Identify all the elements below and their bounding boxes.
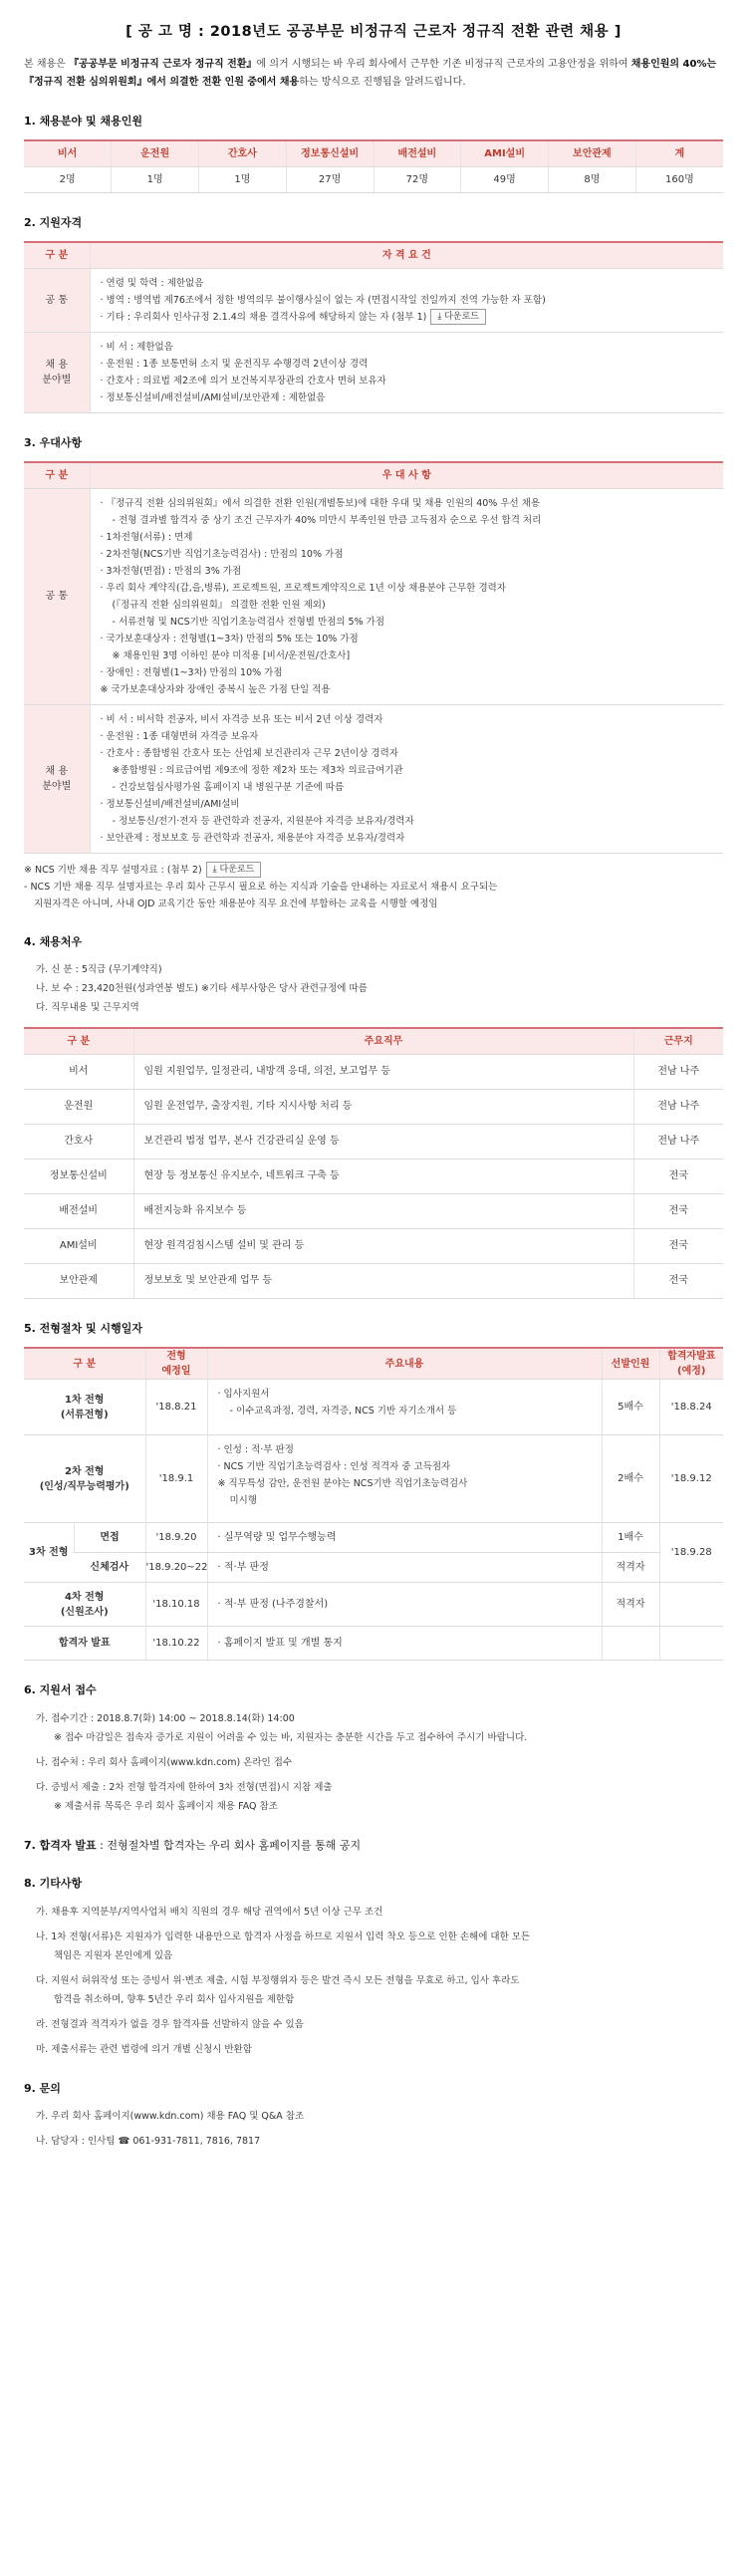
col-header: 우 대 사 항 xyxy=(90,462,723,488)
col-header: 정보통신설비 xyxy=(286,140,374,166)
duty-table xyxy=(24,1027,723,1299)
section-2-title: 2. 지원자격 xyxy=(24,215,83,229)
preference-common: · 『정규직 전환 심의위원회』에서 의결한 전환 인원(개별통보)에 대한 우대 및 채용 인원의 40% 우선 채용 - 전형 결과별 합격자 중 상기 조건 근무자가 40% 미만시 부족인원 만큼 고득점자 순으로 우선 합격 처리 · 1차전형(서류) : 면제 · 2차전형(NCS기반 직업기초능력검사) : 만점의 10% 가점 · 3차전형(면접) : 만점의 3% 가점 · 우리 회사 계약직(갑,을,병류), 프로젝트원, 프로젝트계약직으로 1년 이상 채용분야 근무한 경력자 (『정규직 전환 심의위원회』 의결한 전환 인원 제외) - 서류전형 및 NCS기반 직업기초능력검사 전형별 만점의 5% 가점 · 국가보훈대상자 : 전형별(1~3차) 만점의 5% 또는 10% 가점 ※ 채용인원 3명 이하인 분야 미적용 [비서/운전원/간호사] · 장애인 : 전형별(1~3차) 만점의 10% 가점 ※ 국가보훈대상자와 장애인 중복시 높은 가점 단일 적용 xyxy=(90,488,723,704)
table-cell xyxy=(659,1583,723,1627)
col-header: 합격자발표 (예정) xyxy=(659,1348,723,1380)
download-button[interactable]: ⤓ 다운로드 xyxy=(206,862,262,878)
treatment-list: 가. 신 분 : 5직급 (무기계약직) 나. 보 수 : 23,420천원(성과연봉 별도) ※기타 세부사항은 당사 관련규정에 따름 다. 직무내용 및 근무지역 xyxy=(36,964,368,1014)
table-cell: 정보보호 및 보안관제 업무 등 xyxy=(133,1263,633,1298)
col-header: 전형 예정일 xyxy=(145,1348,207,1380)
recruit-count-table xyxy=(24,139,723,193)
intro-paragraph: 본 채용은 『공공부문 비정규직 근로자 정규직 전환』에 의거 시행되는 바 우리 회사에서 근무한 기존 비정규직 근로자의 고용안정을 위하여 채용인원의 40%는 『정규직 전환 심의위원회』에서 의결한 전환 인원 중에서 채용하는 방식으로 진행됨을 알려드립니다. xyxy=(24,58,717,88)
table-cell: '18.9.1 xyxy=(145,1435,207,1523)
stage-label: 4차 전형 (신원조사) xyxy=(24,1583,145,1627)
section-5-title: 5. 전형절차 및 시행일자 xyxy=(24,1321,142,1335)
col-header: 보안관제 xyxy=(549,140,636,166)
table-cell xyxy=(659,1627,723,1661)
col-header: 선발인원 xyxy=(602,1348,659,1380)
col-header: 구 분 xyxy=(24,1348,145,1380)
col-header: 구 분 xyxy=(24,242,90,268)
col-header: 비서 xyxy=(24,140,112,166)
table-cell: 적격자 xyxy=(602,1553,659,1583)
table-cell: 임원 운전업무, 출장지원, 기타 지시사항 처리 등 xyxy=(133,1089,633,1124)
col-header: 배전설비 xyxy=(374,140,461,166)
selection-process-table xyxy=(24,1347,723,1661)
stage-sublabel: 면접 xyxy=(74,1523,145,1553)
table-cell: 160명 xyxy=(635,166,723,192)
section-3-title: 3. 우대사항 xyxy=(24,435,83,449)
table-cell: 적격자 xyxy=(602,1583,659,1627)
contact-list: 가. 우리 회사 홈페이지(www.kdn.com) 채용 FAQ 및 Q&A 참조 나. 담당자 : 인사팀 ☎ 061-931-7811, 7816, 7817 xyxy=(36,2111,305,2148)
qualification-field: · 비 서 : 제한없음 · 운전원 : 1종 보통면허 소지 및 운전직무 수행경력 2년이상 경력 · 간호사 : 의료법 제2조에 의거 보건복지부장관의 간호사 면허 보유자 · 정보통신설비/배전설비/AMI설비/보안관제 : 제한없음 xyxy=(90,332,723,412)
stage-content: · 적·부 판정 xyxy=(207,1553,602,1583)
row-label: 공 통 xyxy=(24,268,90,332)
table-cell: 전국 xyxy=(633,1263,723,1298)
table-cell: 전국 xyxy=(633,1228,723,1263)
table-cell: '18.10.22 xyxy=(145,1627,207,1661)
table-cell: '18.10.18 xyxy=(145,1583,207,1627)
col-header: 근무지 xyxy=(633,1028,723,1054)
table-cell: 전국 xyxy=(633,1159,723,1193)
table-cell: '18.8.21 xyxy=(145,1380,207,1435)
col-header: 간호사 xyxy=(199,140,287,166)
table-cell: 2배수 xyxy=(602,1435,659,1523)
table-cell: 1명 xyxy=(112,166,199,192)
section-7-title: 7. 합격자 발표 : 전형절차별 합격자는 우리 회사 홈페이지를 통해 공지 xyxy=(24,1838,362,1852)
table-cell: 배전지능화 유지보수 등 xyxy=(133,1193,633,1228)
preference-table xyxy=(24,461,723,854)
table-cell: 정보통신설비 xyxy=(24,1159,133,1193)
stage-label: 1차 전형 (서류전형) xyxy=(24,1380,145,1435)
col-header: 운전원 xyxy=(112,140,199,166)
table-cell: 전남 나주 xyxy=(633,1124,723,1159)
table-cell: 현장 원격검침시스템 설비 및 관리 등 xyxy=(133,1228,633,1263)
table-cell: 보건관리 법정 업무, 본사 건강관리실 운영 등 xyxy=(133,1124,633,1159)
table-cell: 현장 등 정보통신 유지보수, 네트워크 구축 등 xyxy=(133,1159,633,1193)
table-cell: 27명 xyxy=(286,166,374,192)
qualification-common: · 연령 및 학력 : 제한없음 · 병역 : 병역법 제76조에서 정한 병역의무 불이행사실이 없는 자 (면접시작일 전일까지 전역 가능한 자 포함) · 기타 : 우리회사 인사규정 2.1.4의 채용 결격사유에 해당하지 않는 자 (첨부 1) ⤓ 다운로드 xyxy=(90,268,723,332)
download-button[interactable]: ⤓ 다운로드 xyxy=(430,309,486,325)
col-header: 계 xyxy=(635,140,723,166)
table-cell: 보안관제 xyxy=(24,1263,133,1298)
table-cell: 전남 나주 xyxy=(633,1054,723,1089)
table-cell: 간호사 xyxy=(24,1124,133,1159)
page-title: [ 공 고 명 : 2018년도 공공부문 비정규직 근로자 정규직 전환 관련 채용 ] xyxy=(125,24,622,40)
table-cell: 72명 xyxy=(374,166,461,192)
row-label: 채 용 분야별 xyxy=(24,332,90,412)
table-cell: 1명 xyxy=(199,166,287,192)
table-cell: '18.9.12 xyxy=(659,1435,723,1523)
table-cell: 1배수 xyxy=(602,1523,659,1553)
table-cell: 배전설비 xyxy=(24,1193,133,1228)
table-cell: 운전원 xyxy=(24,1089,133,1124)
stage-content: · 홈페이지 발표 및 개별 통지 xyxy=(207,1627,602,1661)
ncs-note: ※ NCS 기반 채용 직무 설명자료 : (첨부 2) ⤓ 다운로드 - NCS 기반 채용 직무 설명자료는 우리 회사 근무시 필요로 하는 지식과 기술을 안내하는 자료로서 채용시 요구되는 지원자격은 아니며, 사내 OJD 교육기간 동안 채용분야 직무 요건에 부합하는 교육을 시행할 예정임 xyxy=(24,862,723,912)
table-cell: '18.9.20 xyxy=(145,1523,207,1553)
preference-field: · 비 서 : 비서학 전공자, 비서 자격증 보유 또는 비서 2년 이상 경력자 · 운전원 : 1종 대형면허 자격증 보유자 · 간호사 : 종합병원 간호사 또는 산업체 보건관리자 근무 2년이상 경력자 ※종합병원 : 의료급여법 제9조에 정한 제2차 또는 제3차 의료급여기관 - 건강보험심사평가원 홈페이지 내 병원구분 기준에 따름 · 정보통신설비/배전설비/AMI설비 - 정보통신/전기·전자 등 관련학과 전공자, 지원분야 자격증 보유자/경력자 · 보안관제 : 정보보호 등 관련학과 전공자, 채용분야 자격증 보유자/경력자 xyxy=(90,704,723,853)
col-header: 주요직무 xyxy=(133,1028,633,1054)
row-label: 채 용 분야별 xyxy=(24,704,90,853)
table-cell: 2명 xyxy=(24,166,112,192)
col-header: 자 격 요 건 xyxy=(90,242,723,268)
col-header: 구 분 xyxy=(24,1028,133,1054)
section-1-title: 1. 채용분야 및 채용인원 xyxy=(24,114,142,128)
stage-sublabel: 신체검사 xyxy=(74,1553,145,1583)
table-cell: 5배수 xyxy=(602,1380,659,1435)
section-9-title: 9. 문의 xyxy=(24,2081,61,2095)
table-cell xyxy=(602,1627,659,1661)
stage-label: 3차 전형 xyxy=(24,1523,74,1583)
section-4-title: 4. 채용처우 xyxy=(24,934,83,948)
table-cell: 49명 xyxy=(461,166,549,192)
col-header: AMI설비 xyxy=(461,140,549,166)
row-label: 공 통 xyxy=(24,488,90,704)
stage-label: 합격자 발표 xyxy=(24,1627,145,1661)
col-header: 구 분 xyxy=(24,462,90,488)
stage-content: · 인성 : 적·부 판정 · NCS 기반 직업기초능력검사 : 인성 적격자 중 고득점자 ※ 직무특성 감안, 운전원 분야는 NCS기반 직업기초능력검사 미시행 xyxy=(207,1435,602,1523)
application-list: 가. 접수기간 : 2018.8.7(화) 14:00 ~ 2018.8.14(화) 14:00 ※ 접수 마감일은 접속자 증가로 지원이 어려울 수 있는 바, 지원자는 충분한 시간을 두고 접수하여 주시기 바랍니다. 나. 접수처 : 우리 회사 홈페이지(www.kdn.com) 온라인 접수 다. 증빙서 제출 : 2차 전형 합격자에 한하여 3차 전형(면접)시 지참 제출 ※ 제출서류 목록은 우리 회사 홈페이지 채용 FAQ 참조 xyxy=(36,1712,528,1812)
section-6-title: 6. 지원서 접수 xyxy=(24,1683,97,1697)
table-cell: '18.9.28 xyxy=(659,1523,723,1583)
table-cell: 전남 나주 xyxy=(633,1089,723,1124)
etc-list: 가. 채용후 지역분부/지역사업처 배치 직원의 경우 해당 권역에서 5년 이상 근무 조건 나. 1차 전형(서류)은 지원자가 입력한 내용만으로 합격자 사정을 하므로 지원서 입력 착오 등으로 인한 손해에 대한 모든 책임은 지원자 본인에게 있음 다. 지원서 허위작성 또는 증빙서 위·변조 제출, 시험 부정행위자 등은 발견 즉시 모든 전형을 무효로 하고, 입사 후라도 합격을 취소하며, 향후 5년간 우리 회사 입사지원을 제한함 라. 전형결과 적격자가 없을 경우 합격자를 선발하지 않을 수 있음 마. 제출서류는 관련 법령에 의거 개별 신청시 반환함 xyxy=(36,1906,531,2055)
table-cell: '18.9.20~22 xyxy=(145,1553,207,1583)
table-cell: 8명 xyxy=(549,166,636,192)
stage-content: · 실무역량 및 업무수행능력 xyxy=(207,1523,602,1553)
stage-content: · 입사지원서 - 이수교육과정, 경력, 자격증, NCS 기반 자기소개서 등 xyxy=(207,1380,602,1435)
table-cell: 임원 지원업무, 일정관리, 내방객 응대, 의전, 보고업무 등 xyxy=(133,1054,633,1089)
table-cell: AMI설비 xyxy=(24,1228,133,1263)
stage-label: 2차 전형 (인성/직무능력평가) xyxy=(24,1435,145,1523)
table-cell: 비서 xyxy=(24,1054,133,1089)
stage-content: · 적·부 판정 (나주경찰서) xyxy=(207,1583,602,1627)
qualification-table xyxy=(24,241,723,413)
col-header: 주요내용 xyxy=(207,1348,602,1380)
section-8-title: 8. 기타사항 xyxy=(24,1877,83,1891)
table-cell: 전국 xyxy=(633,1193,723,1228)
table-cell: '18.8.24 xyxy=(659,1380,723,1435)
